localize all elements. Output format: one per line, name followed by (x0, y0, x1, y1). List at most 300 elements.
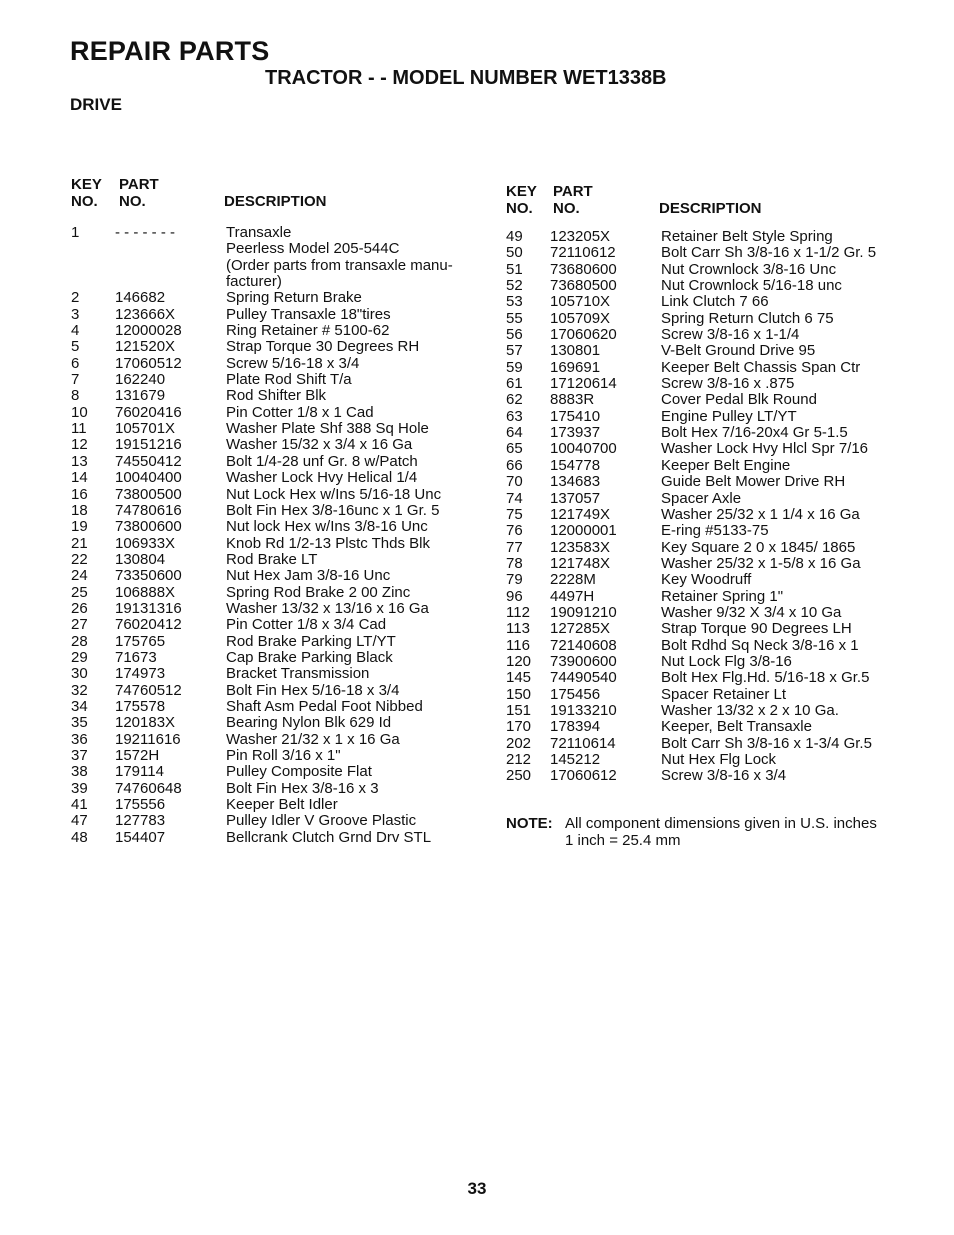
part-no: 72110612 (550, 244, 616, 262)
key-no-header: KEY NO. (71, 176, 102, 210)
part-no: 10040700 (550, 440, 617, 458)
table-row (71, 552, 471, 568)
part-no: 137057 (550, 489, 601, 507)
part-no: 4497H (550, 587, 595, 605)
key-no: 78 (506, 554, 523, 572)
table-row (506, 638, 906, 654)
table-row (506, 719, 906, 735)
part-no: 145212 (550, 751, 601, 768)
part-description: Bolt Hex Flg.Hd. 5/16-18 x Gr.5 (661, 669, 870, 687)
part-description: Pulley Composite Flat (226, 763, 372, 781)
part-no-header: PART NO. (553, 183, 593, 217)
part-no: 179114 (115, 763, 164, 781)
key-no: 61 (506, 375, 523, 393)
part-no: 8883R (550, 391, 595, 409)
part-no: 19133210 (550, 701, 617, 719)
part-description: Bellcrank Clutch Grnd Drv STL (226, 828, 432, 846)
table-row (71, 405, 471, 421)
page-title: REPAIR PARTS (70, 36, 270, 66)
key-no-header: KEY NO. (506, 183, 537, 217)
part-description: Strap Torque 30 Degrees RH (226, 338, 420, 356)
part-no: 130801 (550, 342, 601, 360)
part-description: Nut Hex Jam 3/8-16 Unc (226, 567, 391, 585)
table-row (71, 437, 471, 453)
part-no: 74780616 (115, 501, 182, 519)
part-description: Spacer Axle (661, 489, 742, 507)
part-description: Engine Pulley LT/YT (661, 407, 797, 425)
key-no: 11 (71, 420, 87, 438)
note-text: All component dimensions given in U.S. inches (565, 815, 877, 832)
key-no: 48 (71, 828, 88, 846)
page-number: 33 (467, 1179, 487, 1198)
table-row (506, 311, 906, 327)
table-row (506, 458, 906, 474)
key-no: 6 (71, 354, 80, 372)
part-no: 73800500 (115, 485, 182, 503)
table-row (71, 241, 471, 257)
table-row (71, 307, 471, 323)
part-description: Bolt Carr Sh 3/8-16 x 1-3/4 Gr.5 (661, 734, 872, 752)
part-description: Link Clutch 7 66 (661, 293, 769, 311)
key-no: 64 (506, 424, 523, 442)
part-description: Spring Return Clutch 6 75 (661, 309, 834, 327)
table-row (506, 294, 906, 310)
note-conversion: 1 inch = 25.4 mm (565, 831, 681, 849)
part-no: 175410 (550, 407, 601, 425)
table-row (71, 732, 471, 748)
key-no: 36 (71, 730, 88, 748)
part-description: Washer Plate Shf 388 Sq Hole (226, 420, 429, 438)
description-header: DESCRIPTION (659, 200, 762, 217)
key-no: 26 (71, 599, 88, 617)
part-no: 12000001 (550, 522, 617, 540)
key-no: 25 (71, 583, 88, 601)
part-description: Pulley Transaxle 18"tires (226, 305, 391, 323)
part-no: 105701X (115, 420, 176, 438)
part-description: Spacer Retainer Lt (661, 685, 787, 703)
part-description: Pin Roll 3/16 x 1" (226, 747, 341, 764)
key-no: 2 (71, 289, 80, 307)
key-no: 38 (71, 763, 88, 781)
key-no: 34 (71, 697, 88, 715)
key-no: 120 (506, 652, 532, 670)
table-row (71, 258, 471, 274)
key-no: 4 (71, 322, 80, 340)
section-heading: DRIVE (70, 95, 122, 114)
part-no: 154778 (550, 456, 601, 474)
part-no: 154407 (115, 828, 166, 846)
table-row (71, 339, 471, 355)
part-description: Screw 5/16-18 x 3/4 (226, 354, 360, 372)
part-no: 175578 (115, 697, 166, 715)
part-no: 120183X (115, 714, 176, 732)
key-no: 30 (71, 665, 88, 683)
key-no: 112 (506, 603, 530, 621)
table-row (506, 229, 906, 245)
key-no: 52 (506, 277, 523, 295)
part-no: 74760512 (115, 681, 182, 699)
table-row (71, 830, 471, 846)
part-description: Nut Hex Flg Lock (661, 751, 777, 768)
key-no: 35 (71, 714, 88, 732)
part-no: 174973 (115, 665, 166, 683)
part-no: 74760648 (115, 779, 182, 797)
key-no: 76 (506, 522, 523, 540)
key-no: 202 (506, 734, 532, 752)
table-row (71, 683, 471, 699)
part-description: Bolt Rdhd Sq Neck 3/8-16 x 1 (661, 636, 859, 654)
key-no: 145 (506, 669, 532, 687)
table-row (71, 421, 471, 437)
part-no: 76020416 (115, 403, 182, 421)
part-description: Washer 21/32 x 1 x 16 Ga (226, 730, 400, 748)
part-no: 175765 (115, 632, 166, 650)
part-description: Keeper, Belt Transaxle (661, 718, 812, 736)
part-description: Ring Retainer # 5100-62 (226, 322, 390, 340)
key-no: 22 (71, 550, 88, 568)
part-no: 72110614 (550, 734, 616, 752)
key-no: 77 (506, 538, 523, 556)
key-no: 12 (71, 436, 88, 454)
table-row (506, 670, 906, 686)
part-no: 106888X (115, 583, 176, 601)
table-row (506, 523, 906, 539)
table-row (506, 507, 906, 523)
part-no: 17060512 (115, 354, 182, 372)
part-no: 10040400 (115, 469, 182, 487)
part-no: 12000028 (115, 322, 182, 340)
table-row (506, 621, 906, 637)
key-no: 1 (71, 224, 80, 241)
part-description: Rod Shifter Blk (226, 387, 327, 405)
key-no: 19 (71, 518, 88, 536)
part-description: Screw 3/8-16 x .875 (661, 375, 795, 393)
table-row (71, 323, 471, 339)
part-description: Cap Brake Parking Black (226, 648, 393, 666)
key-no: 5 (71, 338, 80, 356)
part-no: 146682 (115, 289, 166, 307)
key-no: 79 (506, 571, 523, 589)
table-row (71, 225, 471, 241)
table-row (71, 666, 471, 682)
part-description: Pin Cotter 1/8 x 1 Cad (226, 403, 374, 421)
part-description: Retainer Spring 1" (661, 587, 784, 605)
part-no: 73680500 (550, 277, 617, 295)
key-no: 96 (506, 587, 523, 605)
table-row (71, 454, 471, 470)
key-no: 74 (506, 489, 523, 507)
key-no: 14 (71, 469, 88, 487)
key-no: 28 (71, 632, 88, 650)
part-description: Bolt Hex 7/16-20x4 Gr 5-1.5 (661, 424, 848, 442)
part-description: Pulley Idler V Groove Plastic (226, 812, 417, 830)
key-no: 63 (506, 407, 523, 425)
part-description: Transaxle (226, 224, 292, 241)
part-description: (Order parts from transaxle manu- (226, 256, 453, 274)
parts-list (506, 229, 906, 785)
table-row (506, 768, 906, 784)
part-no: 106933X (115, 534, 176, 552)
part-description: Nut Lock Flg 3/8-16 (661, 652, 792, 670)
table-row (71, 372, 471, 388)
part-no: 175556 (115, 796, 166, 814)
part-no: 76020412 (115, 616, 182, 634)
part-description: Rod Brake LT (226, 550, 318, 568)
key-no: 65 (506, 440, 523, 458)
part-description: E-ring #5133-75 (661, 522, 769, 540)
part-description: Screw 3/8-16 x 1-1/4 (661, 326, 800, 344)
part-description: Washer Lock Hvy Helical 1/4 (226, 469, 418, 487)
key-no: 250 (506, 767, 532, 785)
table-row (506, 540, 906, 556)
table-row (71, 601, 471, 617)
table-row (71, 634, 471, 650)
part-description: Washer 25/32 x 1 1/4 x 16 Ga (661, 505, 860, 523)
part-no: 123583X (550, 538, 611, 556)
table-row (506, 736, 906, 752)
part-no: 17120614 (550, 375, 617, 393)
description-header: DESCRIPTION (224, 193, 327, 210)
part-no: 131679 (115, 387, 166, 405)
part-no: 72140608 (550, 636, 617, 654)
key-no: 56 (506, 326, 523, 344)
parts-table-left (71, 176, 471, 846)
table-row (71, 290, 471, 306)
part-description: Knob Rd 1/2-13 Plstc Thds Blk (226, 534, 430, 552)
part-description: V-Belt Ground Drive 95 (661, 342, 816, 360)
part-description: Keeper Belt Engine (661, 456, 791, 474)
part-no: 74490540 (550, 669, 617, 687)
table-row (506, 425, 906, 441)
key-no: 10 (71, 403, 88, 421)
table-row (71, 519, 471, 535)
key-no: 66 (506, 456, 523, 474)
part-no: 121520X (115, 338, 176, 356)
table-row (71, 470, 471, 486)
table-row (71, 650, 471, 666)
table-row (71, 813, 471, 829)
part-no: 121748X (550, 554, 611, 572)
part-no: 73350600 (115, 567, 182, 585)
key-no: 24 (71, 567, 88, 585)
key-no: 51 (506, 260, 523, 278)
table-row (506, 654, 906, 670)
part-description: Cover Pedal Blk Round (661, 391, 817, 409)
part-no: 121749X (550, 505, 611, 523)
part-description: Bearing Nylon Blk 629 Id (226, 714, 392, 732)
key-no: 37 (71, 747, 88, 764)
part-no: - - - - - - - (115, 224, 175, 241)
key-no: 41 (71, 796, 88, 814)
key-no: 59 (506, 358, 523, 376)
part-description: Nut Lock Hex w/Ins 5/16-18 Unc (226, 485, 442, 503)
part-no: 73800600 (115, 518, 182, 536)
part-description: facturer) (226, 273, 282, 291)
part-description: Guide Belt Mower Drive RH (661, 473, 846, 491)
part-description: Bolt Fin Hex 3/8-16unc x 1 Gr. 5 (226, 501, 440, 519)
part-no: 73900600 (550, 652, 617, 670)
part-no: 105710X (550, 293, 611, 311)
table-row (506, 262, 906, 278)
part-description: Bracket Transmission (226, 665, 370, 683)
part-no: 173937 (550, 424, 601, 442)
table-row (71, 764, 471, 780)
table-header (71, 176, 471, 210)
part-no: 17060620 (550, 326, 617, 344)
part-description: Spring Rod Brake 2 00 Zinc (226, 583, 411, 601)
key-no: 50 (506, 244, 523, 262)
table-row (71, 536, 471, 552)
part-no: 19151216 (115, 436, 182, 454)
part-description: Bolt 1/4-28 unf Gr. 8 w/Patch (226, 452, 418, 470)
part-description: Shaft Asm Pedal Foot Nibbed (226, 697, 423, 715)
key-no: 53 (506, 293, 523, 311)
table-row (506, 441, 906, 457)
key-no: 212 (506, 751, 532, 768)
key-no: 49 (506, 228, 523, 245)
part-description: Washer 9/32 X 3/4 x 10 Ga (661, 603, 842, 621)
table-row (506, 376, 906, 392)
key-no: 18 (71, 501, 88, 519)
part-no: 169691 (550, 358, 601, 376)
dimension-note (506, 816, 906, 849)
table-row (506, 327, 906, 343)
table-row (71, 781, 471, 797)
part-description: Washer 25/32 x 1-5/8 x 16 Ga (661, 554, 861, 572)
key-no: 16 (71, 485, 88, 503)
key-no: 21 (71, 534, 88, 552)
part-description: Washer 13/32 x 2 x 10 Ga. (661, 701, 839, 719)
part-no: 134683 (550, 473, 601, 491)
table-row (506, 687, 906, 703)
table-row (71, 797, 471, 813)
note-label: NOTE: (506, 815, 553, 832)
key-no: 39 (71, 779, 88, 797)
key-no: 7 (71, 371, 80, 389)
part-no: 17060612 (550, 767, 617, 785)
table-row (71, 568, 471, 584)
part-description: Washer 13/32 x 13/16 x 16 Ga (226, 599, 429, 617)
table-row (71, 699, 471, 715)
part-description: Washer 15/32 x 3/4 x 16 Ga (226, 436, 413, 454)
part-no: 71673 (115, 648, 157, 666)
table-header (506, 183, 906, 217)
part-no: 123666X (115, 305, 176, 323)
table-row (506, 572, 906, 588)
parts-table-right (506, 183, 906, 785)
part-no: 2228M (550, 571, 596, 589)
key-no: 47 (71, 812, 88, 830)
table-row (71, 585, 471, 601)
key-no: 70 (506, 473, 523, 491)
part-no: 178394 (550, 718, 601, 736)
key-no: 75 (506, 505, 523, 523)
part-no-header: PART NO. (119, 176, 159, 210)
table-row (506, 703, 906, 719)
part-no: 74550412 (115, 452, 182, 470)
part-description: Bolt Carr Sh 3/8-16 x 1-1/2 Gr. 5 (661, 244, 877, 262)
part-no: 127285X (550, 620, 611, 638)
key-no: 29 (71, 648, 88, 666)
part-no: 123205X (550, 228, 611, 245)
key-no: 150 (506, 685, 532, 703)
part-no: 73680600 (550, 260, 617, 278)
table-row (506, 278, 906, 294)
table-row (71, 503, 471, 519)
part-description: Nut lock Hex w/Ins 3/8-16 Unc (226, 518, 428, 536)
table-row (506, 409, 906, 425)
part-no: 19131316 (115, 599, 182, 617)
table-row (506, 392, 906, 408)
table-row (506, 589, 906, 605)
part-description: Pin Cotter 1/8 x 3/4 Cad (226, 616, 387, 634)
table-row (506, 245, 906, 261)
key-no: 116 (506, 636, 530, 654)
key-no: 3 (71, 305, 80, 323)
part-description: Plate Rod Shift T/a (226, 371, 352, 389)
model-subtitle: TRACTOR - - MODEL NUMBER WET1338B (265, 67, 667, 89)
key-no: 32 (71, 681, 88, 699)
table-row (506, 556, 906, 572)
key-no: 13 (71, 452, 88, 470)
part-description: Keeper Belt Chassis Span Ctr (661, 358, 861, 376)
key-no: 55 (506, 309, 523, 327)
key-no: 170 (506, 718, 532, 736)
part-description: Key Woodruff (661, 571, 752, 589)
key-no: 113 (506, 620, 530, 638)
table-row (71, 356, 471, 372)
part-description: Keeper Belt Idler (226, 796, 338, 814)
part-description: Bolt Fin Hex 3/8-16 x 3 (226, 779, 379, 797)
part-description: Washer Lock Hvy Hlcl Spr 7/16 (661, 440, 869, 458)
part-no: 130804 (115, 550, 166, 568)
key-no: 57 (506, 342, 523, 360)
parts-list (71, 225, 471, 846)
table-row (506, 360, 906, 376)
table-row (71, 274, 471, 290)
part-description: Nut Crownlock 3/8-16 Unc (661, 260, 837, 278)
part-description: Retainer Belt Style Spring (661, 228, 833, 245)
part-description: Nut Crownlock 5/16-18 unc (661, 277, 842, 295)
table-row (71, 715, 471, 731)
part-description: Key Square 2 0 x 1845/ 1865 (661, 538, 856, 556)
key-no: 151 (506, 701, 532, 719)
part-no: 105709X (550, 309, 611, 327)
key-no: 8 (71, 387, 80, 405)
table-row (506, 752, 906, 768)
part-description: Spring Return Brake (226, 289, 362, 307)
part-description: Strap Torque 90 Degrees LH (661, 620, 852, 638)
part-no: 1572H (115, 747, 160, 764)
part-description: Rod Brake Parking LT/YT (226, 632, 396, 650)
part-no: 19091210 (550, 603, 617, 621)
table-row (71, 748, 471, 764)
table-row (71, 388, 471, 404)
part-description: Peerless Model 205-544C (226, 240, 400, 258)
table-row (506, 343, 906, 359)
part-no: 162240 (115, 371, 166, 389)
part-no: 175456 (550, 685, 601, 703)
part-description: Screw 3/8-16 x 3/4 (661, 767, 787, 785)
part-no: 19211616 (115, 730, 181, 748)
part-description: Bolt Fin Hex 5/16-18 x 3/4 (226, 681, 400, 699)
table-row (506, 474, 906, 490)
table-row (71, 487, 471, 503)
key-no: 62 (506, 391, 523, 409)
key-no: 27 (71, 616, 88, 634)
table-row (506, 605, 906, 621)
table-row (71, 617, 471, 633)
